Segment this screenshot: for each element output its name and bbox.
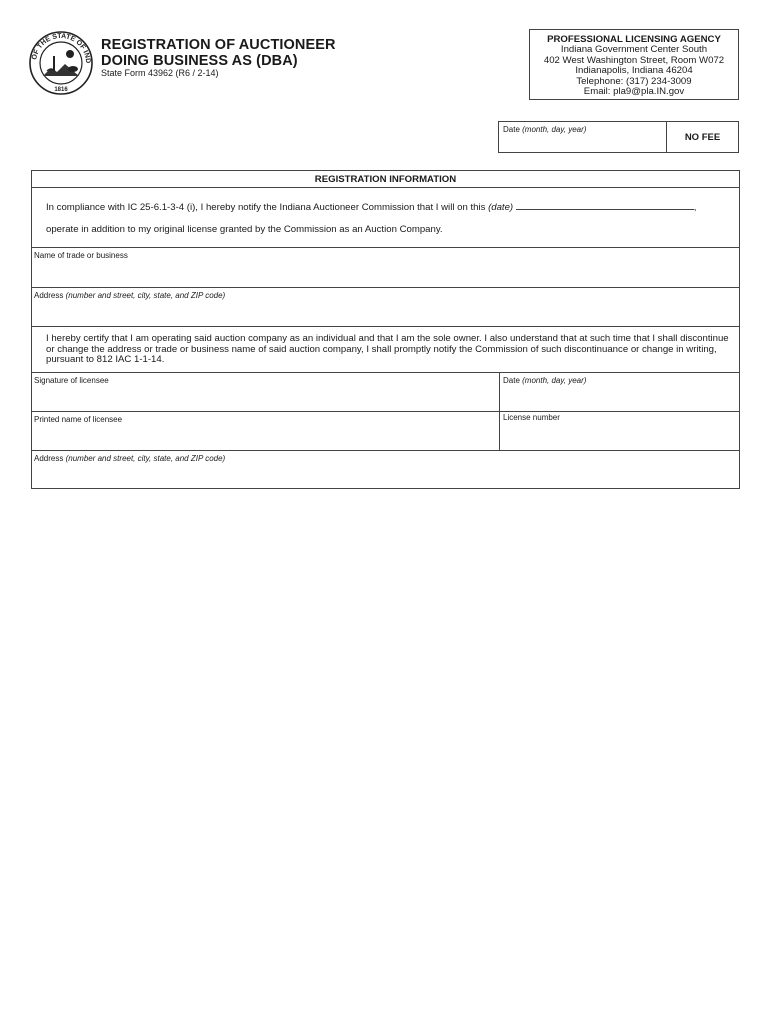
- licensee-address-field[interactable]: [32, 450, 739, 489]
- signature-field[interactable]: [32, 373, 499, 412]
- form-title-line1: REGISTRATION OF AUCTIONEER: [101, 37, 336, 53]
- agency-address-line2: 402 West Washington Street, Room W072: [543, 54, 725, 66]
- agency-phone: Telephone: (317) 234-3009: [576, 75, 692, 87]
- form-title: [101, 37, 336, 69]
- licensee-address-label: Address (number and street, city, state, and ZIP code): [34, 454, 226, 463]
- agency-info-box: [529, 29, 739, 100]
- registration-information-section: [31, 170, 740, 489]
- printed-name-field[interactable]: [32, 412, 499, 451]
- date-fee-box: [498, 121, 739, 153]
- certification-text: I hereby certify that I am operating said auction company as an individual and that I am the sole owner. I also understand that at such time that I shall discontinue or change the address or trade or business name of said auction company, I shall promptly notify the Commission of such discontinuance or change in writing, pursuant to 812 IAC 1-1-14.: [46, 333, 729, 365]
- seal-year: 1816: [54, 87, 68, 93]
- notice-date-field[interactable]: [516, 200, 694, 210]
- printed-name-label: Printed name of licensee: [34, 415, 123, 424]
- compliance-statement: In compliance with IC 25-6.1-3-4 (i), I hereby notify the Indiana Auctioneer Commission that I will on this (date) ,: [46, 202, 697, 213]
- license-number-label: License number: [503, 413, 560, 422]
- section-heading: REGISTRATION INFORMATION: [32, 171, 739, 188]
- seal-text: OF THE STATE OF IND: [31, 32, 92, 64]
- agency-address-line1: Indiana Government Center South: [560, 44, 708, 56]
- signature-label: Signature of licensee: [34, 376, 109, 385]
- agency-address-line3: Indianapolis, Indiana 46204: [575, 65, 693, 77]
- printed-name-row: [32, 411, 739, 451]
- top-date-field[interactable]: [499, 122, 667, 152]
- business-address-label: Address (number and street, city, state, and ZIP code): [34, 291, 226, 300]
- agency-name: PROFESSIONAL LICENSING AGENCY: [547, 34, 721, 45]
- agency-email: Email: pla9@pla.IN.gov: [583, 86, 685, 98]
- trade-name-label: Name of trade or business: [34, 251, 128, 260]
- form-number: State Form 43962 (R6 / 2-14): [101, 68, 219, 78]
- signature-date-field[interactable]: [500, 373, 739, 412]
- fee-label: NO FEE: [684, 132, 721, 143]
- business-address-field[interactable]: [32, 287, 739, 327]
- indiana-seal-icon: [29, 31, 93, 95]
- signature-row: [32, 372, 739, 412]
- state-seal: [29, 31, 93, 95]
- trade-name-field[interactable]: [32, 247, 739, 287]
- certification-block: [32, 326, 739, 373]
- form-title-line2: DOING BUSINESS AS (DBA): [101, 53, 298, 69]
- signature-date-label: Date (month, day, year): [503, 376, 587, 385]
- license-number-field[interactable]: [500, 412, 739, 451]
- operate-statement: operate in addition to my original license granted by the Commission as an Auction Company.: [46, 224, 443, 235]
- top-date-label: Date (month, day, year): [503, 125, 587, 134]
